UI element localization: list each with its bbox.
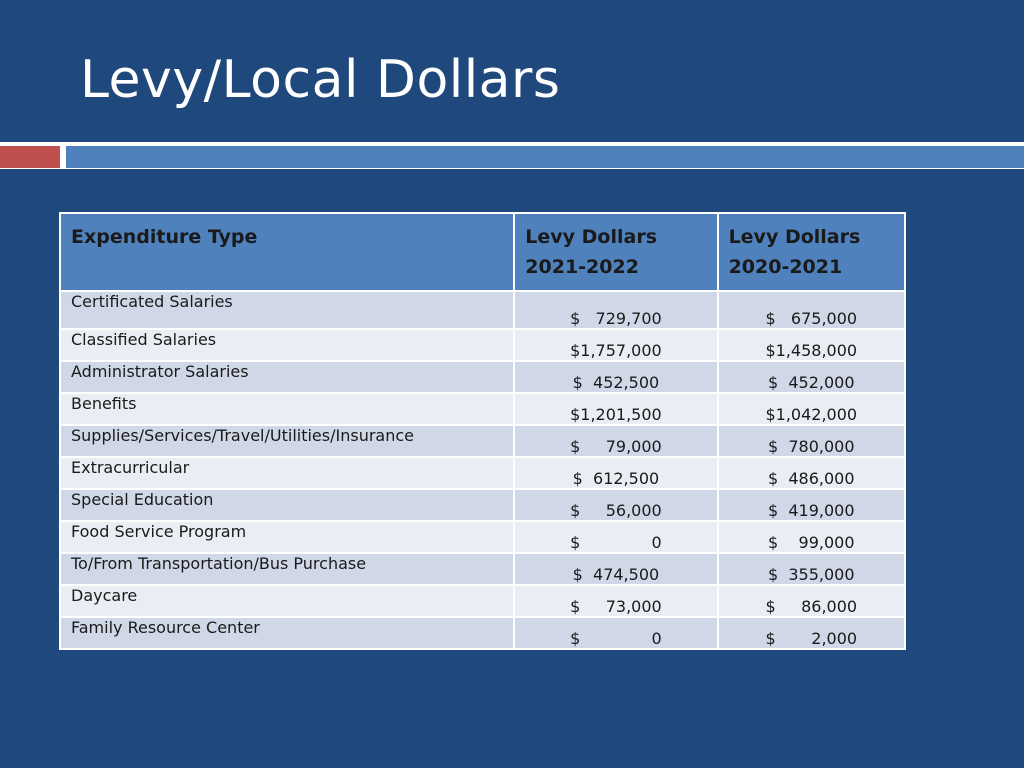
levy-2020-2021-cell: $1,042,000 <box>718 393 905 425</box>
levy-2021-2022-cell: $ 474,500 <box>514 553 717 585</box>
table-row <box>60 361 905 393</box>
levy-2020-2021-cell: $ 355,000 <box>718 553 905 585</box>
header-year: 2021-2022 <box>525 256 639 278</box>
levy-2020-2021-cell: $ 486,000 <box>718 457 905 489</box>
levy-2021-2022-cell: $ 73,000 <box>514 585 717 617</box>
levy-2020-2021-cell: $ 86,000 <box>718 585 905 617</box>
accent-bar-blue <box>66 146 1024 168</box>
table-row <box>60 457 905 489</box>
expenditure-type-cell: Special Education <box>60 489 514 521</box>
header-expenditure-type <box>60 213 514 291</box>
levy-2021-2022-cell: $ 452,500 <box>514 361 717 393</box>
table-row <box>60 489 905 521</box>
table-row <box>60 585 905 617</box>
levy-2020-2021-cell: $ 99,000 <box>718 521 905 553</box>
expenditure-type-cell: Extracurricular <box>60 457 514 489</box>
levy-2021-2022-cell: $1,757,000 <box>514 329 717 361</box>
levy-table <box>59 212 906 650</box>
table-row <box>60 329 905 361</box>
expenditure-type-cell: Administrator Salaries <box>60 361 514 393</box>
levy-2020-2021-cell: $ 675,000 <box>718 291 905 329</box>
expenditure-type-cell: To/From Transportation/Bus Purchase <box>60 553 514 585</box>
table-row <box>60 425 905 457</box>
table-header-row <box>60 213 905 291</box>
expenditure-type-cell: Certificated Salaries <box>60 291 514 329</box>
header-levy-2020-2021 <box>718 213 905 291</box>
levy-2021-2022-cell: $1,201,500 <box>514 393 717 425</box>
accent-bar-red <box>0 146 60 168</box>
levy-2020-2021-cell: $ 419,000 <box>718 489 905 521</box>
table-body <box>60 291 905 649</box>
levy-2021-2022-cell: $ 729,700 <box>514 291 717 329</box>
levy-2020-2021-cell: $ 780,000 <box>718 425 905 457</box>
expenditure-type-cell: Family Resource Center <box>60 617 514 649</box>
levy-2021-2022-cell: $ 0 <box>514 521 717 553</box>
table-row <box>60 521 905 553</box>
slide-title: Levy/Local Dollars <box>80 50 561 110</box>
expenditure-type-cell: Classified Salaries <box>60 329 514 361</box>
levy-2020-2021-cell: $1,458,000 <box>718 329 905 361</box>
levy-2020-2021-cell: $ 2,000 <box>718 617 905 649</box>
header-year: 2020-2021 <box>728 256 843 278</box>
expenditure-type-cell: Daycare <box>60 585 514 617</box>
table-row <box>60 553 905 585</box>
table-row <box>60 393 905 425</box>
levy-2020-2021-cell: $ 452,000 <box>718 361 905 393</box>
levy-2021-2022-cell: $ 56,000 <box>514 489 717 521</box>
expenditure-type-cell: Supplies/Services/Travel/Utilities/Insurance <box>60 425 514 457</box>
table-row <box>60 617 905 649</box>
expenditure-type-cell: Food Service Program <box>60 521 514 553</box>
levy-2021-2022-cell: $ 0 <box>514 617 717 649</box>
header-label: Expenditure Type <box>71 226 258 248</box>
levy-2021-2022-cell: $ 612,500 <box>514 457 717 489</box>
expenditure-type-cell: Benefits <box>60 393 514 425</box>
table-row <box>60 291 905 329</box>
header-label: Levy Dollars <box>728 226 861 248</box>
header-label: Levy Dollars <box>525 226 658 248</box>
header-levy-2021-2022 <box>514 213 717 291</box>
levy-2021-2022-cell: $ 79,000 <box>514 425 717 457</box>
